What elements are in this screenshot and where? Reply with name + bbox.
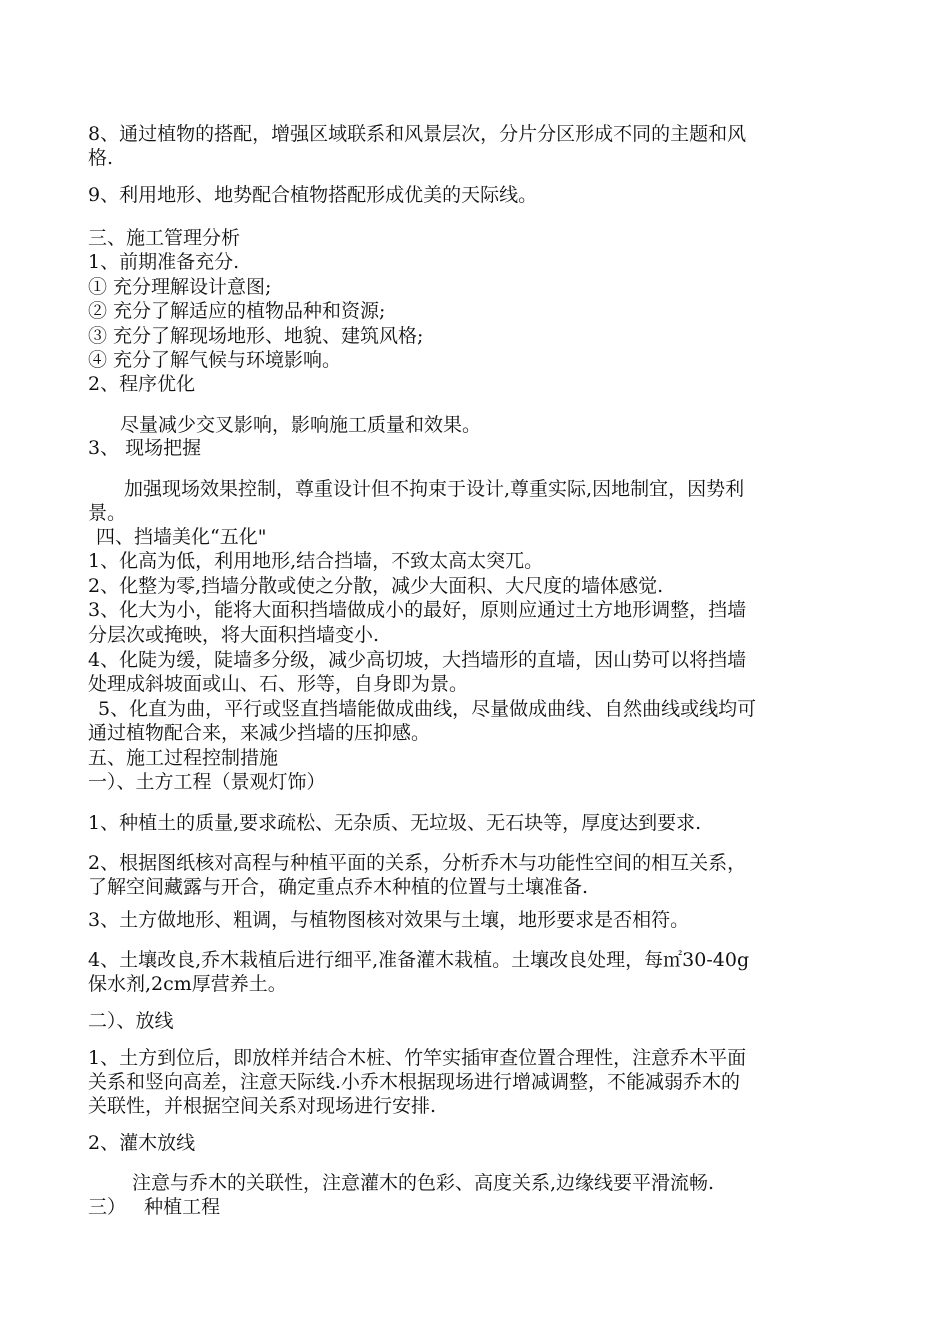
text-line: 分层次或掩映，将大面积挡墙变小.	[88, 624, 380, 646]
text-line: 了解空间藏露与开合，确定重点乔木种植的位置与土壤准备.	[88, 876, 589, 898]
text-line: 加强现场效果控制，尊重设计但不拘束于设计,尊重实际,因地制宜，因势利	[124, 478, 745, 500]
text-line: 8、通过植物的搭配，增强区域联系和风景层次，分片分区形成不同的主题和风	[88, 123, 747, 145]
section-heading: 四、挡墙美化“五化"	[96, 526, 267, 548]
text-line: 3、 现场把握	[88, 437, 202, 459]
text-line: 5、化直为曲，平行或竖直挡墙能做成曲线，尽量做成曲线、自然曲线或线均可	[98, 698, 757, 720]
subsection-heading: 三） 种植工程	[88, 1196, 221, 1218]
text-line: 1、化高为低，利用地形,结合挡墙，不致太高太突兀。	[88, 550, 544, 572]
subsection-heading: 一）、土方工程（景观灯饰）	[88, 771, 326, 793]
text-line: 2、化整为零,挡墙分散或使之分散，减少大面积、大尺度的墙体感觉.	[88, 575, 664, 597]
text-line: 9、利用地形、地势配合植物搭配形成优美的天际线。	[88, 184, 538, 206]
text-line: 关联性，并根据空间关系对现场进行安排.	[88, 1095, 437, 1117]
text-line: 1、土方到位后，即放样并结合木桩、竹竿实插审查位置合理性，注意乔木平面	[88, 1047, 747, 1069]
section-heading: 五、施工过程控制措施	[88, 747, 279, 769]
text-line: 1、前期准备充分.	[88, 251, 240, 273]
text-line: 4、化陡为缓，陡墙多分级，减少高切坡，大挡墙形的直墙，因山势可以将挡墙	[88, 649, 747, 671]
list-item: ② 充分了解适应的植物品种和资源;	[88, 300, 386, 322]
text-line: 保水剂,2cm厚营养土。	[88, 973, 287, 995]
list-item: ③ 充分了解现场地形、地貌、建筑风格;	[88, 325, 424, 347]
list-item: ① 充分理解设计意图;	[88, 276, 272, 298]
text-line: 2、根据图纸核对高程与种植平面的关系，分析乔木与功能性空间的相互关系，	[88, 852, 747, 874]
list-item: ④ 充分了解气候与环境影响。	[88, 349, 342, 371]
text-line: 1、种植土的质量,要求疏松、无杂质、无垃圾、无石块等，厚度达到要求.	[88, 812, 702, 834]
text-line: 2、灌木放线	[88, 1132, 196, 1154]
subsection-heading: 二）、放线	[88, 1010, 174, 1032]
text-line: 4、土壤改良,乔木栽植后进行细平,准备灌木栽植。土壤改良处理，每㎡30-40g	[88, 949, 750, 971]
text-line: 景。	[88, 502, 127, 524]
section-heading: 三、施工管理分析	[88, 227, 241, 249]
text-line: 注意与乔木的关联性，注意灌木的色彩、高度关系,边缘线要平滑流畅.	[132, 1172, 715, 1194]
text-line: 尽量减少交叉影响，影响施工质量和效果。	[120, 414, 482, 436]
text-line: 处理成斜坡面或山、石、形等，自身即为景。	[88, 673, 469, 695]
text-line: 3、土方做地形、粗调，与植物图核对效果与土壤，地形要求是否相符。	[88, 909, 690, 931]
text-line: 格.	[88, 147, 114, 169]
text-line: 关系和竖向高差，注意天际线.小乔木根据现场进行增减调整，不能减弱乔木的	[88, 1071, 741, 1093]
text-line: 通过植物配合来，来减少挡墙的压抑感。	[88, 722, 431, 744]
text-line: 2、程序优化	[88, 373, 196, 395]
text-line: 3、化大为小，能将大面积挡墙做成小的最好，原则应通过土方地形调整，挡墙	[88, 599, 747, 621]
